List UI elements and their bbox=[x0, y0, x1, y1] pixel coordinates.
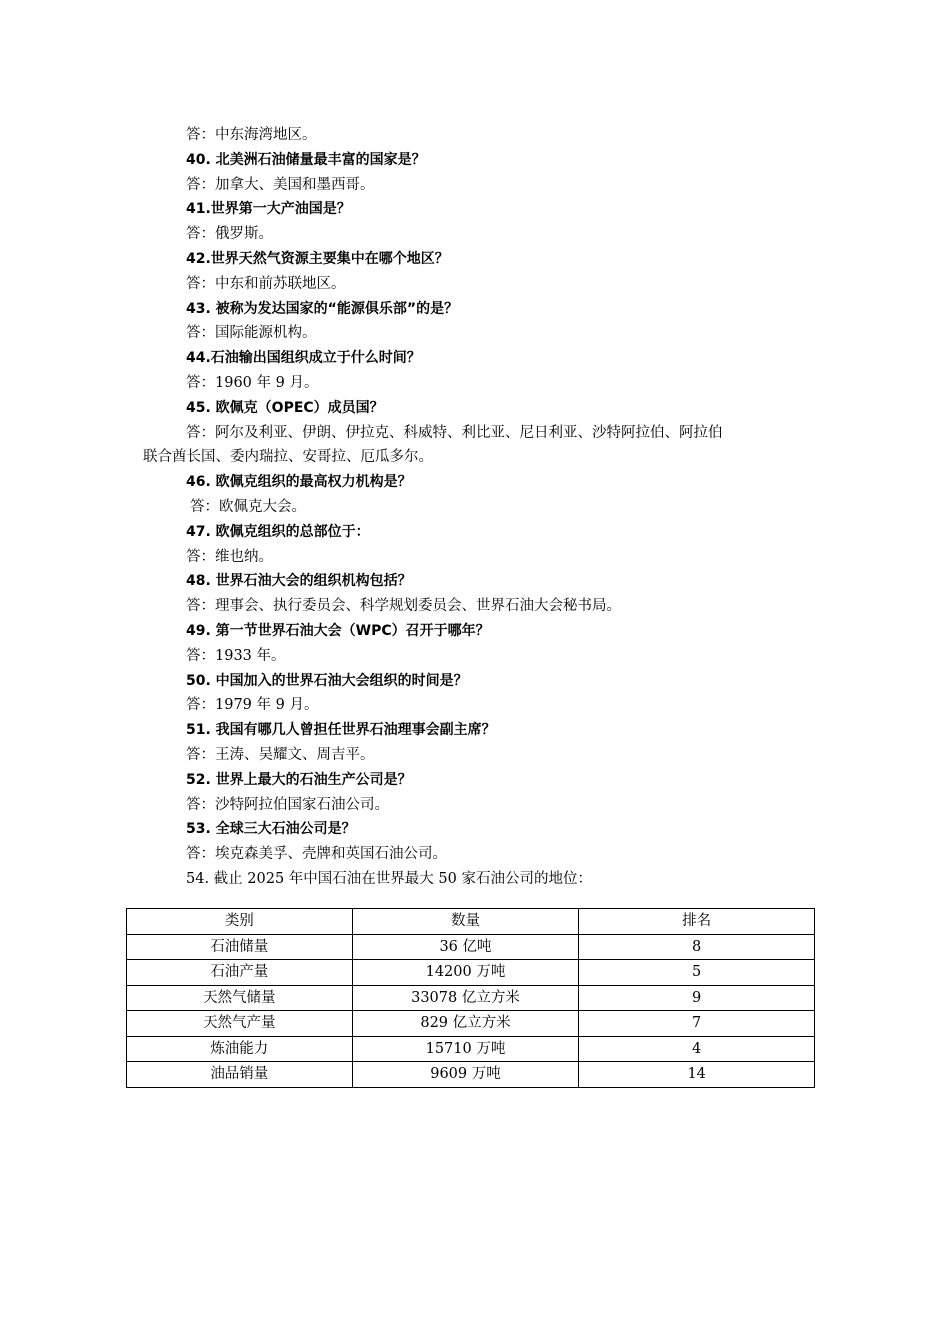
table-cell: 36 亿吨 bbox=[352, 934, 579, 960]
answer-line: 答：1933 年。 bbox=[186, 647, 286, 664]
answer-line: 答：沙特阿拉伯国家石油公司。 bbox=[186, 796, 389, 813]
answer-line: 答：1960 年 9 月。 bbox=[186, 374, 319, 391]
answer-line: 答：埃克森美孚、壳牌和英国石油公司。 bbox=[186, 846, 447, 863]
question-line: 54. 截止 2025 年中国石油在世界最大 50 家石油公司的地位： bbox=[186, 870, 592, 887]
table-cell: 33078 亿立方米 bbox=[352, 985, 579, 1011]
table-cell: 天然气产量 bbox=[127, 1011, 353, 1037]
question-line: 48. 世界石油大会的组织机构包括？ bbox=[186, 573, 412, 590]
answer-line: 答：俄罗斯。 bbox=[186, 226, 273, 243]
table-cell: 829 亿立方米 bbox=[352, 1011, 579, 1037]
question-line: 40. 北美洲石油储量最丰富的国家是？ bbox=[186, 151, 426, 168]
question-line: 44.石油输出国组织成立于什么时间？ bbox=[186, 350, 421, 367]
answer-line: 答：阿尔及利亚、伊朗、伊拉克、科威特、利比亚、尼日利亚、沙特阿拉伯、阿拉伯 bbox=[186, 424, 723, 441]
ranking-table bbox=[126, 908, 815, 1088]
table-header-category: 类别 bbox=[127, 909, 353, 935]
table-cell: 7 bbox=[579, 1011, 815, 1037]
table-row bbox=[127, 1062, 815, 1088]
question-line: 45. 欧佩克（OPEC）成员国？ bbox=[186, 399, 384, 416]
table-cell: 油品销量 bbox=[127, 1062, 353, 1088]
table-header-rank: 排名 bbox=[579, 909, 815, 935]
table-row bbox=[127, 934, 815, 960]
question-line: 53. 全球三大石油公司是？ bbox=[186, 821, 356, 838]
table-cell: 9 bbox=[579, 985, 815, 1011]
question-line: 42.世界天然气资源主要集中在哪个地区？ bbox=[186, 250, 449, 267]
table-cell: 5 bbox=[579, 960, 815, 986]
table-cell: 14 bbox=[579, 1062, 815, 1088]
table-header-row bbox=[127, 909, 815, 935]
answer-line: 答：王涛、吴耀文、周吉平。 bbox=[186, 746, 375, 763]
table-row bbox=[127, 985, 815, 1011]
answer-line: 答：欧佩克大会。 bbox=[190, 498, 306, 515]
answer-line: 答：中东和前苏联地区。 bbox=[186, 275, 346, 292]
question-line: 51. 我国有哪几人曾担任世界石油理事会副主席？ bbox=[186, 722, 496, 739]
question-line: 50. 中国加入的世界石油大会组织的时间是？ bbox=[186, 672, 468, 689]
question-line: 52. 世界上最大的石油生产公司是？ bbox=[186, 771, 412, 788]
answer-line: 答：国际能源机构。 bbox=[186, 325, 317, 342]
answer-line: 答：中东海湾地区。 bbox=[186, 127, 317, 143]
question-line: 43. 被称为发达国家的“能源俱乐部”的是？ bbox=[186, 300, 459, 317]
answer-line: 答：维也纳。 bbox=[186, 548, 273, 565]
question-line: 46. 欧佩克组织的最高权力机构是？ bbox=[186, 474, 412, 491]
table-row bbox=[127, 960, 815, 986]
question-line: 47. 欧佩克组织的总部位于： bbox=[186, 523, 370, 540]
answer-line: 联合酋长国、委内瑞拉、安哥拉、厄瓜多尔。 bbox=[143, 449, 433, 466]
table-cell: 石油产量 bbox=[127, 960, 353, 986]
qa-list bbox=[0, 123, 950, 892]
answer-line: 答：加拿大、美国和墨西哥。 bbox=[186, 176, 375, 193]
table-row bbox=[127, 1011, 815, 1037]
answer-line: 答：1979 年 9 月。 bbox=[186, 697, 319, 714]
table-cell: 15710 万吨 bbox=[352, 1036, 579, 1062]
table-cell: 石油储量 bbox=[127, 934, 353, 960]
table-row bbox=[127, 1036, 815, 1062]
table-cell: 4 bbox=[579, 1036, 815, 1062]
table-header-quantity: 数量 bbox=[352, 909, 579, 935]
question-line: 49. 第一节世界石油大会（WPC）召开于哪年？ bbox=[186, 622, 490, 639]
table-cell: 8 bbox=[579, 934, 815, 960]
answer-line: 答：理事会、执行委员会、科学规划委员会、世界石油大会秘书局。 bbox=[186, 598, 621, 615]
table-cell: 天然气储量 bbox=[127, 985, 353, 1011]
table-cell: 14200 万吨 bbox=[352, 960, 579, 986]
table-cell: 9609 万吨 bbox=[352, 1062, 579, 1088]
question-line: 41.世界第一大产油国是？ bbox=[186, 201, 351, 218]
table-cell: 炼油能力 bbox=[127, 1036, 353, 1062]
